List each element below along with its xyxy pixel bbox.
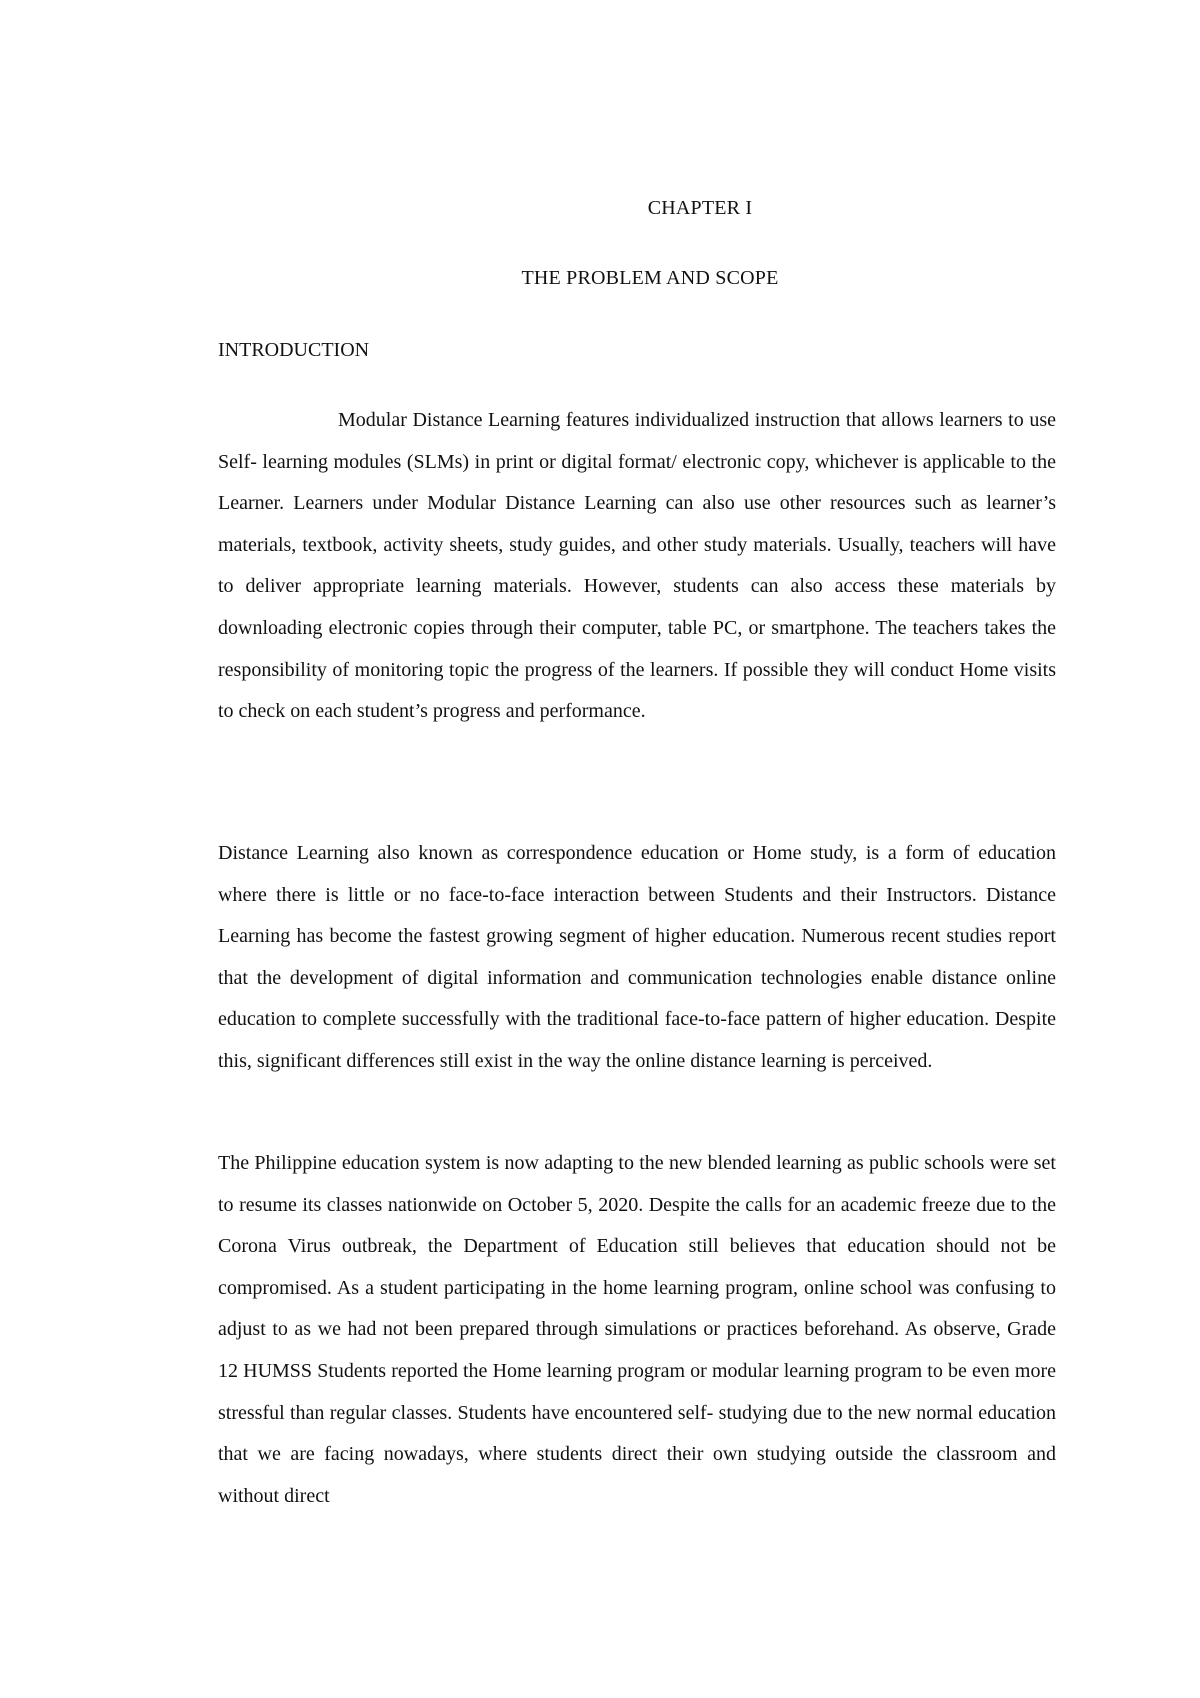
chapter-title: THE PROBLEM AND SCOPE (521, 267, 779, 289)
section-heading-introduction: INTRODUCTION (218, 339, 370, 361)
paragraph-modular-distance-learning: Modular Distance Learning features individualized instruction that allows learners to use Self- learning modules (SLMs) in print or digital format/ electronic copy, whichever is applicable to the Learner. Learners under Modular Distance Learning can also use other resources such as learner’s materials, textbook, activity sheets, study guides, and other study materials. Usually, teachers will have to deliver appropriate learning materials. However, students can also access these materials by downloading electronic copies through their computer, table PC, or smartphone. The teachers takes the responsibility of monitoring topic the progress of the learners. If possible they will conduct Home visits to check on each student’s progress and performance. (218, 409, 1056, 723)
chapter-heading: CHAPTER I (647, 197, 753, 219)
paragraph-philippine-education: The Philippine education system is now adapting to the new blended learning as public schools were set to resume its classes nationwide on October 5, 2020. Despite the calls for an academic freeze due to the Corona Virus outbreak, the Department of Education still believes that education should not be compromised. As a student participating in the home learning program, online school was confusing to adjust to as we had not been prepared through simulations or practices beforehand. As observe, Grade 12 HUMSS Students reported the Home learning program or modular learning program to be even more stressful than regular classes. Students have encountered self- studying due to the new normal education that we are facing nowadays, where students direct their own studying outside the classroom and without direct (218, 1152, 1056, 1507)
paragraph-distance-learning: Distance Learning also known as correspondence education or Home study, is a form of education where there is little or no face-to-face interaction between Students and their Instructors. Distance Learning has become the fastest growing segment of higher education. Numerous recent studies report that the development of digital information and communication technologies enable distance online education to complete successfully with the traditional face-to-face pattern of higher education. Despite this, significant differences still exist in the way the online distance learning is perceived. (218, 842, 1056, 1072)
